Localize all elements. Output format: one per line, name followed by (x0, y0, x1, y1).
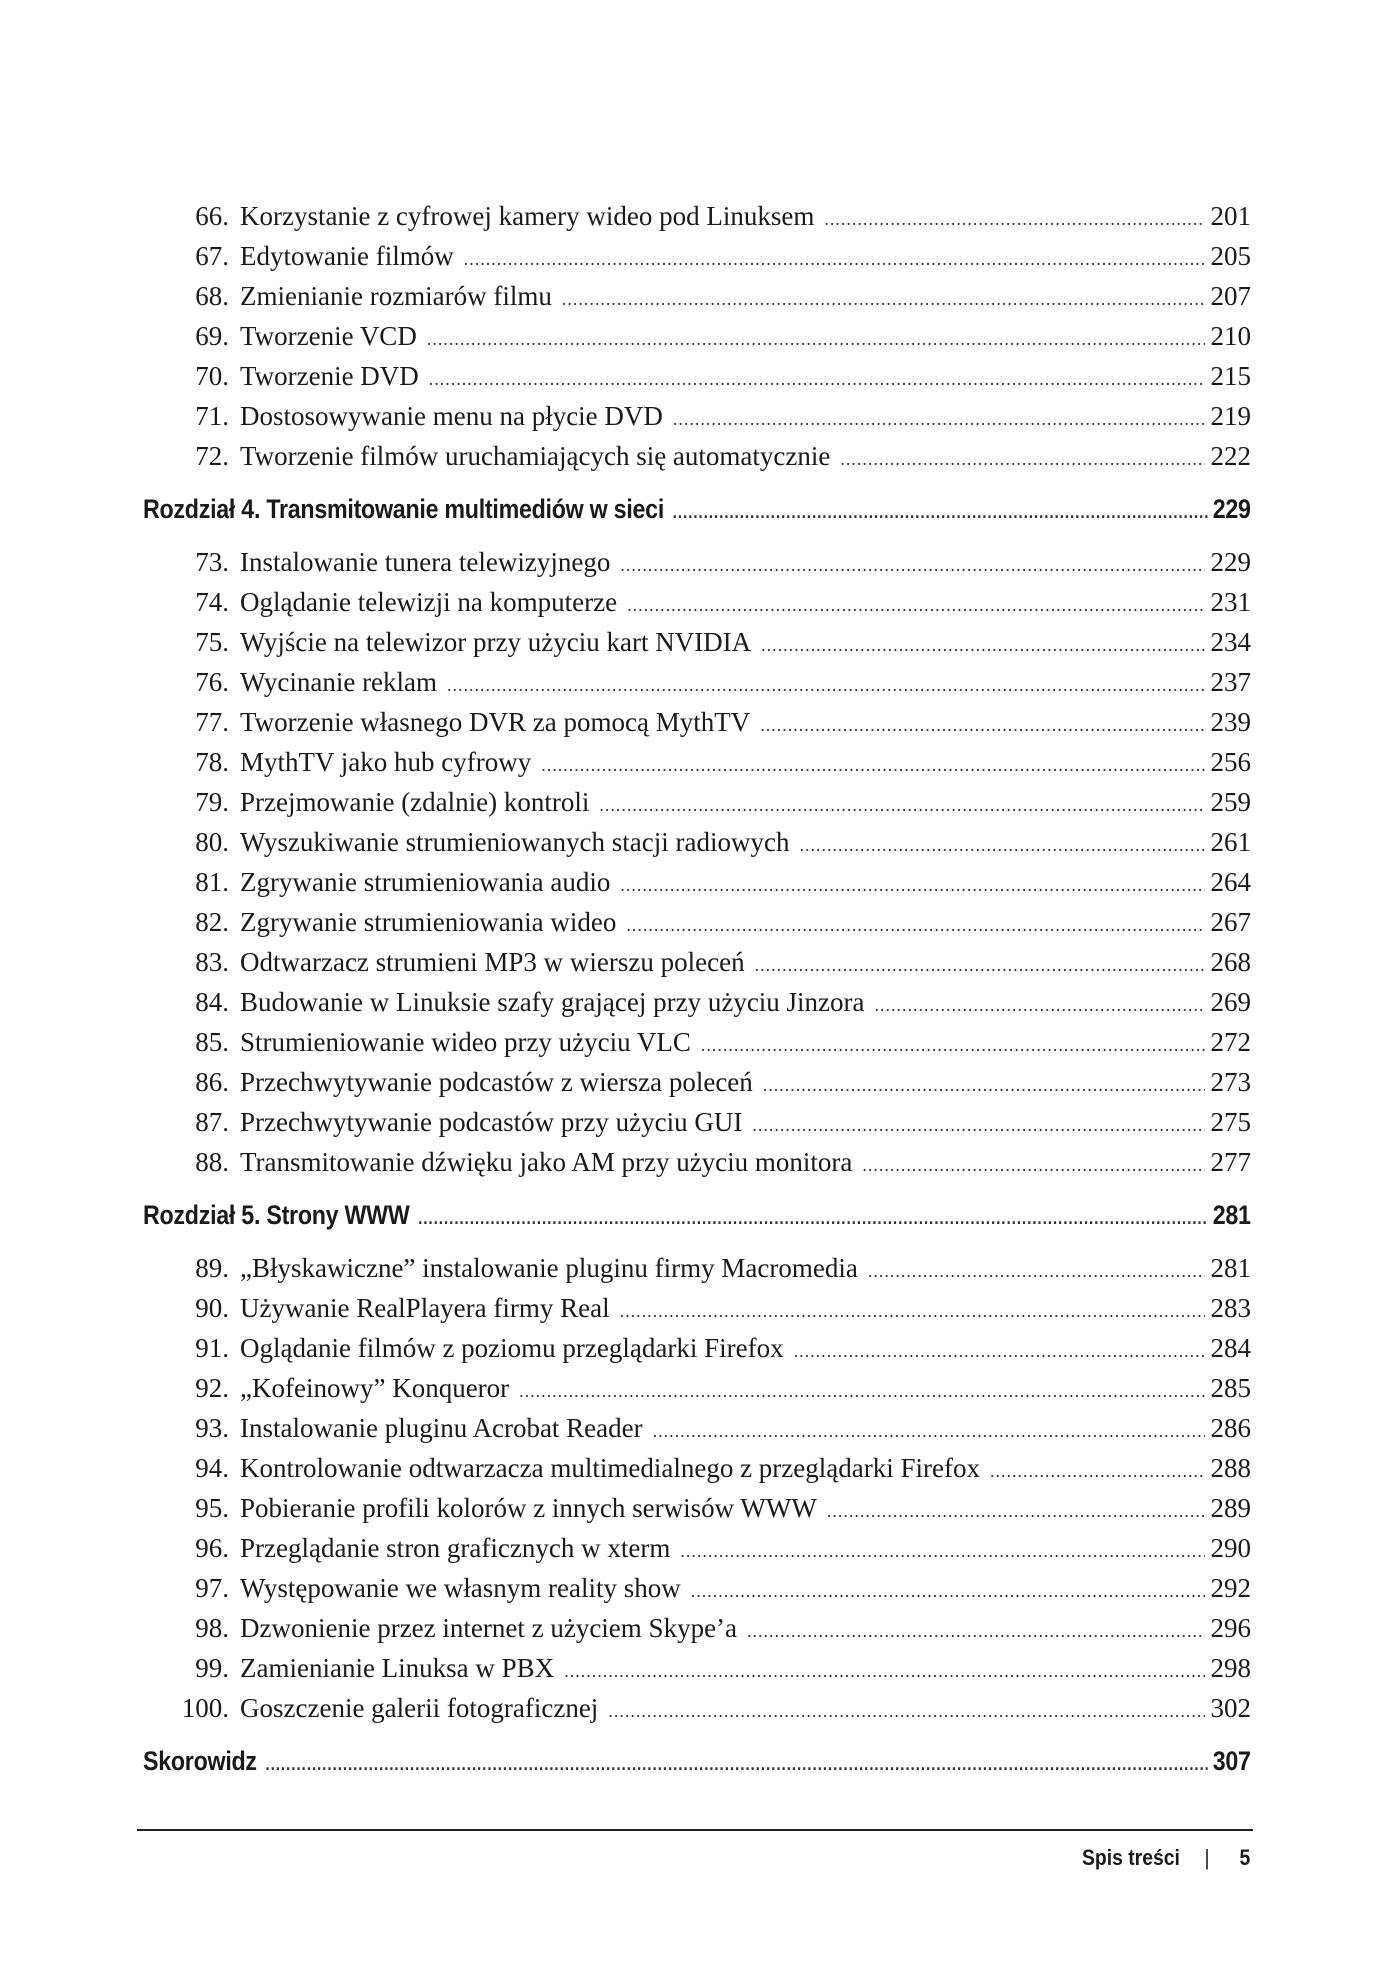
toc-entry-title: Instalowanie tunera telewizyjnego (240, 547, 611, 577)
toc-entry-title: Transmitowanie dźwięku jako AM przy użyciu monitora (240, 1147, 853, 1177)
toc-entry-title: Strumieniowanie wideo przy użyciu VLC (240, 1027, 691, 1057)
toc-dot-leader (627, 585, 1204, 625)
toc-page-number: 269 (1210, 987, 1251, 1017)
toc-page-number: 289 (1210, 1493, 1251, 1523)
toc-entry-number: 93. (195, 1413, 229, 1443)
toc-entry-number: 78. (195, 747, 229, 777)
toc-dot-leader (265, 1744, 1207, 1784)
toc-entry (143, 436, 1251, 476)
toc-entry-number: 100. (181, 1693, 229, 1723)
toc-entry (143, 1688, 1251, 1728)
toc-dot-leader (760, 705, 1204, 745)
toc-dot-leader (599, 785, 1204, 825)
toc-entry-number: 89. (195, 1253, 229, 1283)
toc-entry (143, 1288, 1251, 1328)
toc-page-number: 237 (1210, 667, 1251, 697)
toc-entry-title: Oglądanie filmów z poziomu przeglądarki Firefox (240, 1333, 784, 1363)
toc-dot-leader (691, 1571, 1205, 1611)
toc-dot-leader (868, 1251, 1205, 1291)
toc-entry-title: Pobieranie profili kolorów z innych serwisów WWW (240, 1493, 817, 1523)
toc-page-number: 201 (1210, 201, 1251, 231)
toc-page-number: 215 (1210, 361, 1251, 391)
toc-page-number: 267 (1210, 907, 1251, 937)
toc-dot-leader (626, 905, 1204, 945)
toc-entry (143, 622, 1251, 662)
toc-entry-number: 67. (195, 241, 229, 271)
toc-entry (143, 1062, 1251, 1102)
toc-entry (143, 276, 1251, 316)
toc-page-number: 229 (1212, 494, 1251, 524)
toc-entry (143, 1248, 1251, 1288)
toc-entry-title: „Błyskawiczne” instalowanie pluginu firmy Macromedia (240, 1253, 858, 1283)
toc-entry-title: Edytowanie filmów (240, 241, 454, 271)
toc-page-number: 298 (1210, 1653, 1251, 1683)
toc-entry-number: 79. (195, 787, 229, 817)
toc-page-number: 268 (1210, 947, 1251, 977)
toc-page-number: 286 (1210, 1413, 1251, 1443)
toc-chapter-title: Skorowidz (143, 1746, 257, 1776)
toc-entry (143, 582, 1251, 622)
toc-entry-number: 77. (195, 707, 229, 737)
toc-entry (143, 542, 1251, 582)
footer-separator: | (1204, 1845, 1210, 1870)
toc-dot-leader (680, 1531, 1204, 1571)
toc-entry-title: Zmienianie rozmiarów filmu (240, 281, 552, 311)
toc-page-number: 207 (1210, 281, 1251, 311)
toc-entry-title: Zgrywanie strumieniowania wideo (240, 907, 617, 937)
toc-dot-leader (862, 1145, 1204, 1185)
toc-page-number: 283 (1210, 1293, 1251, 1323)
toc-entry-number: 74. (195, 587, 229, 617)
toc-entry (143, 1448, 1251, 1488)
toc-entry (143, 782, 1251, 822)
toc-page-number: 256 (1210, 747, 1251, 777)
toc-entry-number: 88. (195, 1147, 229, 1177)
toc-entry (143, 862, 1251, 902)
toc-entry-number: 92. (195, 1373, 229, 1403)
footer-rule (137, 1829, 1253, 1831)
toc-page-number: 261 (1210, 827, 1251, 857)
toc-entry (143, 196, 1251, 236)
toc-entry (143, 662, 1251, 702)
toc-dot-leader (620, 545, 1204, 585)
toc-entry-title: Kontrolowanie odtwarzacza multimedialnego z przeglądarki Firefox (240, 1453, 980, 1483)
toc-page-number: 219 (1210, 401, 1251, 431)
toc-entry-number: 82. (195, 907, 229, 937)
toc-dot-leader (519, 1371, 1204, 1411)
toc-entry (143, 1102, 1251, 1142)
toc-entry (143, 316, 1251, 356)
toc-entry-title: Tworzenie własnego DVR za pomocą MythTV (240, 707, 751, 737)
toc-entry (143, 236, 1251, 276)
toc-page-number: 234 (1210, 627, 1251, 657)
toc-dot-leader (875, 985, 1205, 1025)
toc-entry-number: 81. (195, 867, 229, 897)
toc-entry (143, 1368, 1251, 1408)
toc-dot-leader (794, 1331, 1205, 1371)
toc-page-number: 239 (1210, 707, 1251, 737)
toc-dot-leader (824, 199, 1204, 239)
toc-dot-leader (464, 239, 1205, 279)
toc-entry-title: Przeglądanie stron graficznych w xterm (240, 1533, 671, 1563)
toc-entry-title: Wyjście na telewizor przy użyciu kart NVIDIA (240, 627, 752, 657)
toc-entry (143, 942, 1251, 982)
toc-entry-title: Goszczenie galerii fotograficznej (240, 1693, 599, 1723)
toc-entry (143, 1328, 1251, 1368)
toc-entry-number: 83. (195, 947, 229, 977)
toc-page-number: 292 (1210, 1573, 1251, 1603)
toc-entry-title: Korzystanie z cyfrowej kamery wideo pod Linuksem (240, 201, 815, 231)
toc-entry-number: 75. (195, 627, 229, 657)
toc-entry-title: Budowanie w Linuksie szafy grającej przy użyciu Jinzora (240, 987, 865, 1017)
toc-dot-leader (761, 625, 1204, 665)
toc-entry (143, 396, 1251, 436)
footer-section-title: Spis treści (1081, 1845, 1180, 1870)
toc-dot-leader (620, 865, 1204, 905)
toc-entry-number: 95. (195, 1493, 229, 1523)
toc-entry-number: 84. (195, 987, 229, 1017)
toc-page-number: 205 (1210, 241, 1251, 271)
toc-chapter-heading (143, 489, 1251, 529)
toc-entry-title: Tworzenie DVD (240, 361, 419, 391)
toc-page-number: 222 (1210, 441, 1251, 471)
toc-entry-title: Wycinanie reklam (240, 667, 438, 697)
toc-dot-leader (562, 279, 1205, 319)
toc-entry-title: Tworzenie VCD (240, 321, 417, 351)
toc-page-number: 264 (1210, 867, 1251, 897)
toc-dot-leader (799, 825, 1204, 865)
toc-page-number: 272 (1210, 1027, 1251, 1057)
toc-entry-number: 76. (195, 667, 229, 697)
toc-entry-number: 86. (195, 1067, 229, 1097)
toc-dot-leader (427, 319, 1205, 359)
toc-entry-title: Odtwarzacz strumieni MP3 w wierszu poleceń (240, 947, 745, 977)
toc-entry (143, 1142, 1251, 1182)
toc-entry-number: 70. (195, 361, 229, 391)
toc-entry-title: Dzwonienie przez internet z użyciem Skype’a (240, 1613, 738, 1643)
toc-page-number: 302 (1210, 1693, 1251, 1723)
toc-entry (143, 356, 1251, 396)
toc-entry-title: Przechwytywanie podcastów przy użyciu GUI (240, 1107, 743, 1137)
toc-entry (143, 1488, 1251, 1528)
toc-entry-number: 73. (195, 547, 229, 577)
toc-entry (143, 1022, 1251, 1062)
toc-entry-number: 99. (195, 1653, 229, 1683)
toc-entry-number: 71. (195, 401, 229, 431)
toc-entry-title: Występowanie we własnym reality show (240, 1573, 681, 1603)
toc-entry (143, 742, 1251, 782)
toc-page-number: 281 (1210, 1253, 1251, 1283)
toc-entry-title: Wyszukiwanie strumieniowanych stacji radiowych (240, 827, 790, 857)
toc-entry-number: 87. (195, 1107, 229, 1137)
toc-page-number: 285 (1210, 1373, 1251, 1403)
toc-entry (143, 1408, 1251, 1448)
toc-entry-title: Dostosowywanie menu na płycie DVD (240, 401, 663, 431)
toc-page-number: 281 (1212, 1200, 1251, 1230)
toc-dot-leader (653, 1411, 1205, 1451)
toc-page-number: 273 (1210, 1067, 1251, 1097)
toc-dot-leader (747, 1611, 1204, 1651)
toc-page-number: 288 (1210, 1453, 1251, 1483)
toc-entry-title: Oglądanie telewizji na komputerze (240, 587, 618, 617)
toc-entry-title: MythTV jako hub cyfrowy (240, 747, 532, 777)
toc-page-number: 277 (1210, 1147, 1251, 1177)
toc-entry (143, 1608, 1251, 1648)
toc-entry-number: 66. (195, 201, 229, 231)
toc-entry-title: Używanie RealPlayera firmy Real (240, 1293, 610, 1323)
footer-page-number: 5 (1239, 1845, 1250, 1870)
toc-entry (143, 702, 1251, 742)
toc-page-number: 231 (1210, 587, 1251, 617)
toc-chapter-title: Rozdział 4. Transmitowanie multimediów w sieci (143, 494, 665, 524)
toc-dot-leader (990, 1451, 1205, 1491)
toc-dot-leader (418, 1198, 1207, 1238)
toc-page-number: 259 (1210, 787, 1251, 817)
toc-entry (143, 822, 1251, 862)
toc-dot-leader (564, 1651, 1204, 1691)
toc-entry-title: Zamienianie Linuksa w PBX (240, 1653, 555, 1683)
toc-entry-title: Przejmowanie (zdalnie) kontroli (240, 787, 590, 817)
toc-chapter-heading (143, 1741, 1251, 1781)
toc-dot-leader (827, 1491, 1205, 1531)
toc-dot-leader (429, 359, 1205, 399)
toc-chapter-heading (143, 1195, 1251, 1235)
toc-page-number: 284 (1210, 1333, 1251, 1363)
toc-page-number: 275 (1210, 1107, 1251, 1137)
toc-entry-number: 72. (195, 441, 229, 471)
toc-dot-leader (763, 1065, 1205, 1105)
toc-page-number: 229 (1210, 547, 1251, 577)
toc-entry-number: 96. (195, 1533, 229, 1563)
toc-page-number: 290 (1210, 1533, 1251, 1563)
toc-entry (143, 982, 1251, 1022)
toc-entry-number: 80. (195, 827, 229, 857)
toc-entry-title: Instalowanie pluginu Acrobat Reader (240, 1413, 643, 1443)
toc-page-number: 307 (1212, 1746, 1251, 1776)
toc-dot-leader (840, 439, 1204, 479)
toc-entry (143, 1528, 1251, 1568)
toc-dot-leader (620, 1291, 1205, 1331)
toc-entry-title: „Kofeinowy” Konqueror (240, 1373, 510, 1403)
toc-entry-number: 98. (195, 1613, 229, 1643)
toc-chapter-title: Rozdział 5. Strony WWW (143, 1200, 410, 1230)
toc-entry (143, 1648, 1251, 1688)
toc-dot-leader (752, 1105, 1204, 1145)
page-footer (1082, 1845, 1250, 1871)
toc-dot-leader (608, 1691, 1204, 1731)
toc-entry-number: 90. (195, 1293, 229, 1323)
toc-entry-number: 68. (195, 281, 229, 311)
toc-entry-number: 94. (195, 1453, 229, 1483)
toc-dot-leader (701, 1025, 1205, 1065)
toc-entry-number: 69. (195, 321, 229, 351)
toc-page-number: 210 (1210, 321, 1251, 351)
toc-dot-leader (541, 745, 1204, 785)
toc-entry (143, 902, 1251, 942)
toc-dot-leader (447, 665, 1204, 705)
toc-dot-leader (755, 945, 1205, 985)
toc-dot-leader (673, 399, 1205, 439)
toc-entry-title: Tworzenie filmów uruchamiających się automatycznie (240, 441, 831, 471)
table-of-contents (143, 196, 1251, 1781)
toc-entry (143, 1568, 1251, 1608)
toc-entry-number: 91. (195, 1333, 229, 1363)
toc-entry-number: 85. (195, 1027, 229, 1057)
toc-dot-leader (673, 492, 1208, 532)
toc-entry-title: Przechwytywanie podcastów z wiersza poleceń (240, 1067, 753, 1097)
toc-entry-title: Zgrywanie strumieniowania audio (240, 867, 611, 897)
toc-page-number: 296 (1210, 1613, 1251, 1643)
toc-entry-number: 97. (195, 1573, 229, 1603)
